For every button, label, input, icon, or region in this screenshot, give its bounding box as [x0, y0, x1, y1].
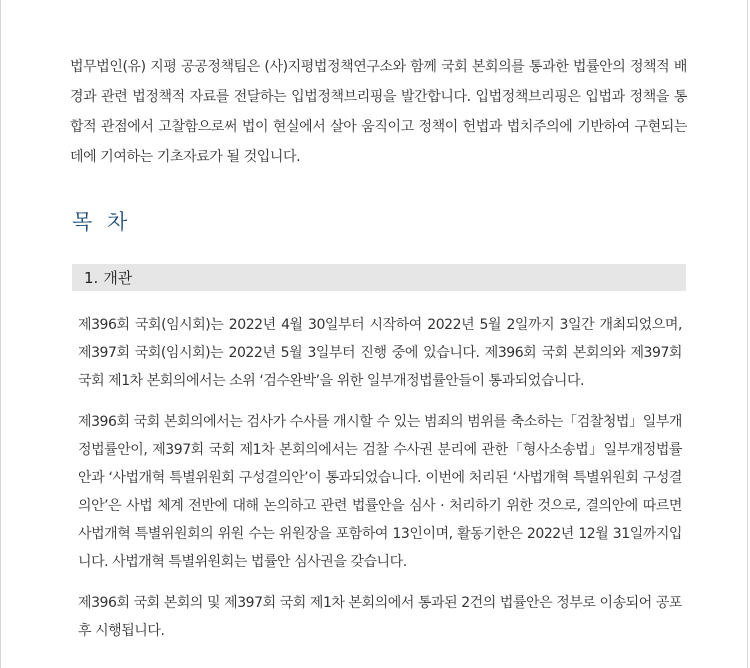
body-paragraph: 제396회 국회(임시회)는 2022년 4월 30일부터 시작하여 2022년 5월 2일까지 3일간 개최되었으며, 제397회 국회(임시회)는 2022년 5월 3일부터 진행 중에 있습니다. 제396회 국회 본회의와 제397회 국회 제1차 본회의에서는 소위 ‘검수완박’을 위한 일부개정법률안들이 통과되었습니다. — [78, 317, 682, 389]
body-paragraph: 제396회 국회 본회의에서는 검사가 수사를 개시할 수 있는 범죄의 범위를 축소하는「검찰청법」일부개정법률안이, 제397회 국회 제1차 본회의에서는 검찰 수사권 분리에 관한「형사소송법」일부개정법률안과 ‘사법개혁 특별위원회 구성결의안’이 통과되었습니다. 이번에 처리된 ‘사법개혁 특별위원회 구성결의안’은 사법 체계 전반에 대해 논의하고 관련 법률안을 심사 · 처리하기 위한 것으로, 결의안에 따르면 사법개혁 특별위원회의 위원 수는 위원장을 포함하여 13인이며, 활동기한은 2022년 12월 31일까지입니다. 사법개혁 특별위원회는 법률안 심사권을 갖습니다. — [78, 414, 682, 570]
section-title: 개관 — [103, 269, 133, 287]
toc-title: 목 차 — [72, 210, 132, 234]
intro-paragraph: 법무법인(유) 지평 공공정책팀은 (사)지평법정책연구소와 함께 국회 본회의를 통과한 법률안의 정책적 배경과 관련 법정책적 자료를 전달하는 입법정책브리핑을 발간합니다. 입법정책브리핑은 입법과 정책을 통합적 관점에서 고찰함으로써 법이 현실에서 살아 움직이고 정책이 헌법과 법치주의에 기반하여 구현되는 데에 기여하는 기초자료가 될 것입니다. — [70, 59, 687, 165]
section-body — [78, 311, 682, 658]
section-header-overview — [72, 264, 686, 291]
section-number: 1. — [84, 268, 99, 287]
body-paragraph: 제396회 국회 본회의 및 제397회 국회 제1차 본회의에서 통과된 2건의 법률안은 정부로 이송되어 공포 후 시행됩니다. — [78, 595, 682, 639]
